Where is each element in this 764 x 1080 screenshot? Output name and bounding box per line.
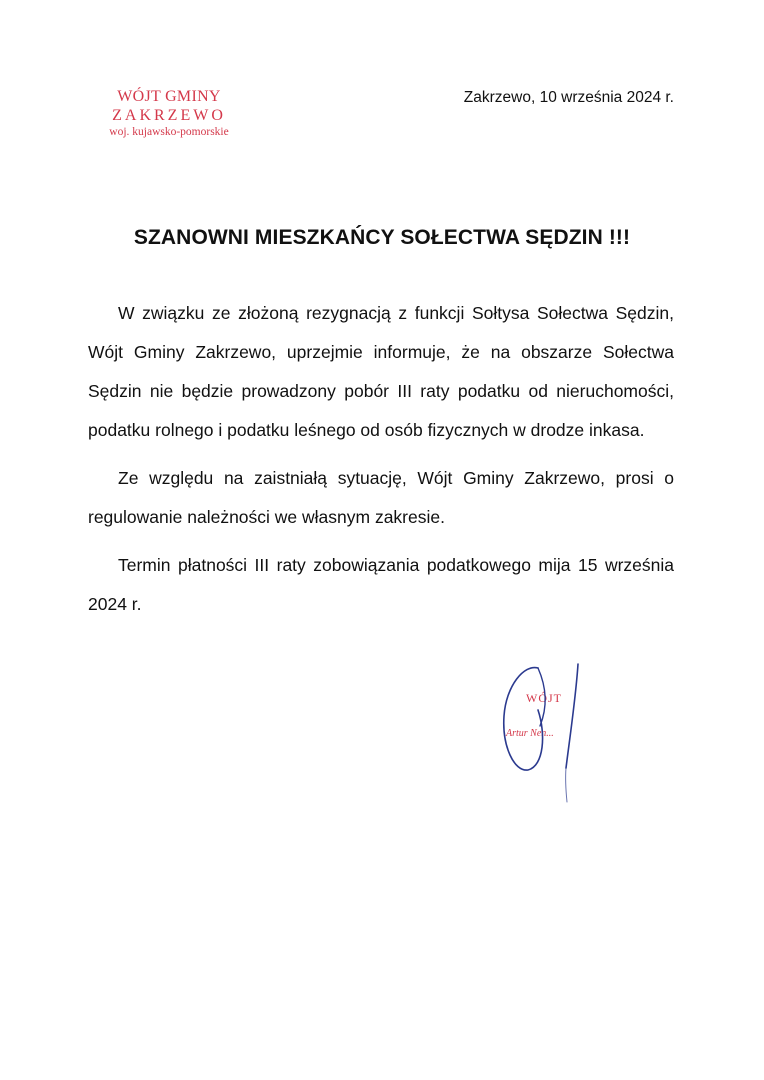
stamp-line-2: ZAKRZEWO (112, 106, 226, 124)
office-stamp (84, 88, 254, 139)
signature-stamp-title: WÓJT (526, 691, 562, 705)
letter-heading: SZANOWNI MIESZKAŃCY SOŁECTWA SĘDZIN !!! (133, 226, 631, 249)
signature-block (496, 656, 616, 806)
stamp-line-3: woj. kujawsko-pomorskie (109, 125, 229, 138)
stamp-line-1: WÓJT GMINY (117, 88, 221, 105)
handwritten-signature (496, 656, 616, 806)
paragraph-2: Ze względu na zaistniałą sytuację, Wójt Gminy Zakrzewo, prosi o regulowanie należności we własnym zakresie. (88, 468, 674, 527)
paragraph-1: W związku ze złożoną rezygnacją z funkcji Sołtysa Sołectwa Sędzin, Wójt Gminy Zakrzewo, uprzejmie informuje, że na obszarze Sołectwa Sędzin nie będzie prowadzony pobór III raty podatku od nieruchomości, podatku rolnego i podatku leśnego od osób fizycznych w drodze inkasa. (88, 303, 674, 440)
paragraph-3: Termin płatności III raty zobowiązania podatkowego mija 15 września 2024 r. (88, 555, 674, 614)
letter-date: Zakrzewo, 10 września 2024 r. (463, 89, 674, 106)
letter-body (88, 294, 674, 633)
signature-stamp-name: Artur Nen... (506, 728, 554, 739)
